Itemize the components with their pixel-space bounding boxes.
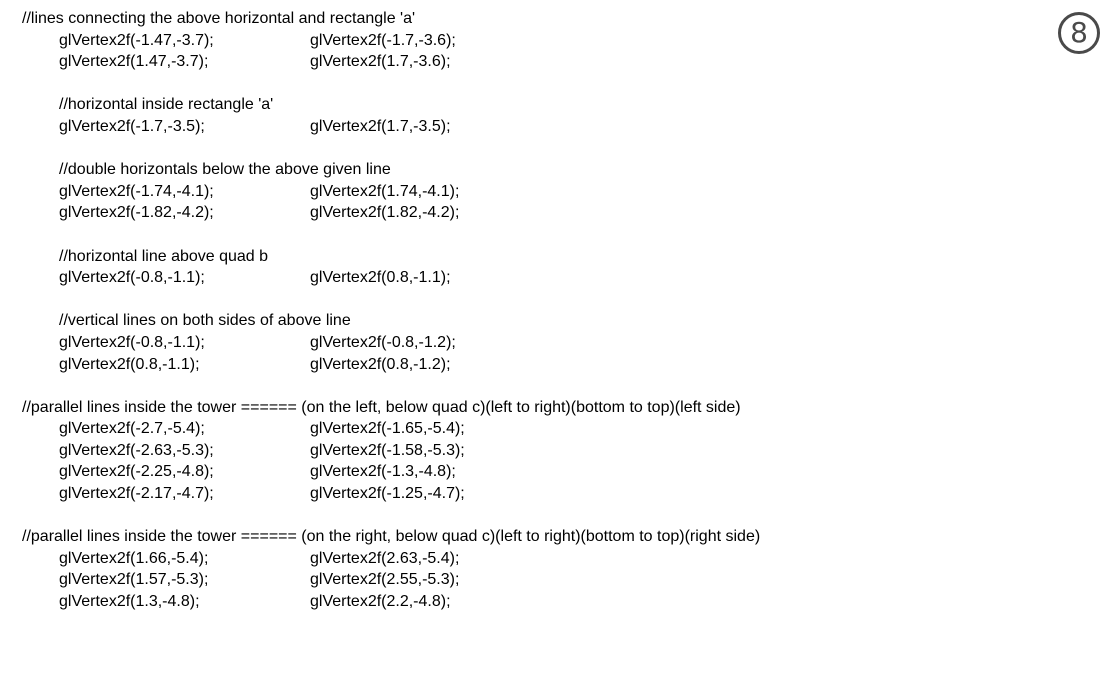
code-row [22, 483, 822, 505]
vertex-call-second: glVertex2f(1.7,-3.5); [310, 117, 451, 135]
blank-line [22, 224, 822, 246]
vertex-call-first: glVertex2f(1.47,-3.7); [59, 53, 209, 71]
vertex-call-second: glVertex2f(0.8,-1.2); [310, 355, 451, 373]
vertex-call-second: glVertex2f(-1.65,-5.4); [310, 420, 465, 438]
vertex-call-first: glVertex2f(-1.82,-4.2); [59, 204, 214, 222]
code-row [22, 30, 822, 52]
code-comment: //horizontal inside rectangle 'a' [59, 96, 274, 114]
vertex-call-second: glVertex2f(1.82,-4.2); [310, 204, 460, 222]
code-row [22, 354, 822, 376]
code-comment: //parallel lines inside the tower ====== (on the left, below quad c)(left to right)(bottom to top)(left side) [22, 398, 741, 416]
vertex-call-first: glVertex2f(-1.74,-4.1); [59, 182, 214, 200]
code-row [22, 461, 822, 483]
vertex-call-first: glVertex2f(-0.8,-1.1); [59, 333, 205, 351]
vertex-call-second: glVertex2f(1.74,-4.1); [310, 182, 460, 200]
code-row [22, 548, 822, 570]
vertex-call-first: glVertex2f(-2.17,-4.7); [59, 485, 214, 503]
page-number-badge [1058, 12, 1100, 54]
vertex-call-first: glVertex2f(-2.63,-5.3); [59, 441, 214, 459]
code-row [22, 569, 822, 591]
vertex-call-second: glVertex2f(-1.3,-4.8); [310, 463, 456, 481]
vertex-call-second: glVertex2f(0.8,-1.1); [310, 269, 451, 287]
code-comment: //double horizontals below the above given line [59, 161, 391, 179]
code-row [22, 591, 822, 613]
vertex-call-first: glVertex2f(-2.7,-5.4); [59, 420, 205, 438]
page-number: 8 [1070, 16, 1088, 49]
code-comment: //vertical lines on both sides of above line [59, 312, 351, 330]
vertex-call-second: glVertex2f(2.55,-5.3); [310, 571, 460, 589]
code-row [22, 418, 822, 440]
vertex-call-second: glVertex2f(-1.58,-5.3); [310, 441, 465, 459]
vertex-call-first: glVertex2f(0.8,-1.1); [59, 355, 200, 373]
code-row [22, 267, 822, 289]
vertex-call-first: glVertex2f(1.66,-5.4); [59, 549, 209, 567]
blank-line [22, 289, 822, 311]
blank-line [22, 375, 822, 397]
vertex-call-second: glVertex2f(2.2,-4.8); [310, 593, 451, 611]
blank-line [22, 505, 822, 527]
vertex-call-second: glVertex2f(1.7,-3.6); [310, 53, 451, 71]
code-row [22, 116, 822, 138]
code-comment: //horizontal line above quad b [59, 247, 269, 265]
vertex-call-second: glVertex2f(-1.25,-4.7); [310, 485, 465, 503]
vertex-call-first: glVertex2f(1.57,-5.3); [59, 571, 209, 589]
code-comment: //parallel lines inside the tower ====== (on the right, below quad c)(left to right)(bottom to top)(right side) [22, 528, 761, 546]
vertex-call-first: glVertex2f(-1.47,-3.7); [59, 31, 214, 49]
vertex-call-first: glVertex2f(1.3,-4.8); [59, 593, 200, 611]
vertex-call-second: glVertex2f(-0.8,-1.2); [310, 333, 456, 351]
code-document [22, 8, 822, 613]
code-row [22, 181, 822, 203]
code-row [22, 202, 822, 224]
blank-line [22, 73, 822, 95]
vertex-call-second: glVertex2f(2.63,-5.4); [310, 549, 460, 567]
blank-line [22, 138, 822, 160]
vertex-call-first: glVertex2f(-1.7,-3.5); [59, 117, 205, 135]
code-row [22, 51, 822, 73]
vertex-call-first: glVertex2f(-2.25,-4.8); [59, 463, 214, 481]
code-row [22, 332, 822, 354]
vertex-call-first: glVertex2f(-0.8,-1.1); [59, 269, 205, 287]
vertex-call-second: glVertex2f(-1.7,-3.6); [310, 31, 456, 49]
code-comment: //lines connecting the above horizontal and rectangle 'a' [22, 10, 416, 27]
code-row [22, 440, 822, 462]
